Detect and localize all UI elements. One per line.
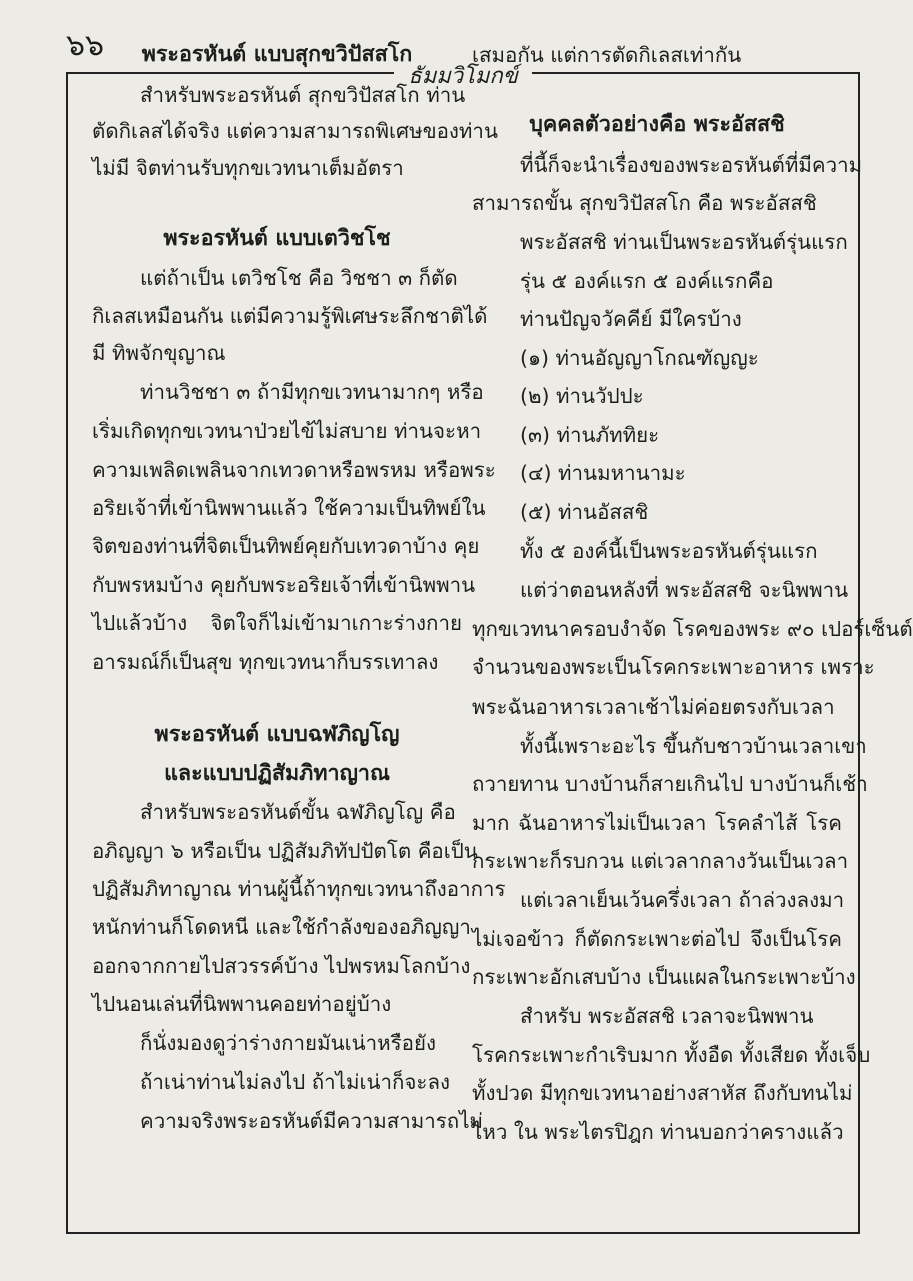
text-line: สามารถขั้น สุกขวิปัสสโก คือ พระอัสสชิ [472,191,817,215]
page-number: ๖๖ [66,28,105,63]
text-line: ไหว ใน พระไตรปิฎก ท่านบอกว่าครางแล้ว [472,1120,844,1144]
text-line: (๓) ท่านภัททิยะ [520,423,660,447]
text-line: ทุกขเวทนาครอบงำจัด โรคของพระ ๙๐ เปอร์เซ็นต์ [472,617,913,641]
text-line: ความจริงพระอรหันต์มีความสามารถไม่ [140,1109,484,1133]
text-line: บุคคลตัวอย่างคือ พระอัสสชิ [529,112,785,137]
text-line: ทั้ง ๕ องค์นี้เป็นพระอรหันต์รุ่นแรก [520,539,818,563]
text-line: ไม่เจอข้าว ก็ตัดกระเพาะต่อไป จึงเป็นโรค [472,927,842,951]
text-line: ทั้งนี้เพราะอะไร ขึ้นกับชาวบ้านเวลาเขา [520,734,867,758]
text-line: กระเพาะอักเสบบ้าง เป็นแผลในกระเพาะบ้าง [472,965,856,989]
text-line: แต่ว่าตอนหลังที่ พระอัสสชิ จะนิพพาน [520,578,849,602]
text-line: อริยเจ้าที่เข้านิพพานแล้ว ใช้ความเป็นทิพย์ใน [92,496,486,520]
text-line: มาก ฉันอาหารไม่เป็นเวลา โรคลำไส้ โรค [472,811,842,835]
text-line: สำหรับพระอรหันต์ สุกขวิปัสสโก ท่าน [140,83,466,107]
text-line: จำนวนของพระเป็นโรคกระเพาะอาหาร เพราะ [472,655,875,679]
text-line: พระอรหันต์ แบบเตวิชโช [163,226,391,251]
text-line: สำหรับพระอรหันต์ขั้น ฉฬภิญโญ คือ [140,800,456,824]
text-line: ที่นี้ก็จะนำเรื่องของพระอรหันต์ที่มีความ [520,153,863,177]
text-line: ความเพลิดเพลินจากเทวดาหรือพรหม หรือพระ [92,458,496,482]
text-line: ทั้งปวด มีทุกขเวทนาอย่างสาหัส ถึงกับทนไม่ [472,1081,853,1105]
text-line: พระฉันอาหารเวลาเช้าไม่ค่อยตรงกับเวลา [472,695,835,719]
text-line: พระอรหันต์ แบบสุกขวิปัสสโก [141,42,413,67]
text-line: รุ่น ๕ องค์แรก ๕ องค์แรกคือ [520,269,774,293]
text-line: โรคกระเพาะกำเริบมาก ทั้งอืด ทั้งเสียด ทั้งเจ็บ [472,1043,871,1067]
text-line: ท่านวิชชา ๓ ถ้ามีทุกขเวทนามากๆ หรือ [140,380,484,404]
text-line: (๔) ท่านมหานามะ [520,461,686,485]
text-line: ก็นั่งมองดูว่าร่างกายมันเน่าหรือยัง [140,1031,436,1055]
text-line: เริ่มเกิดทุกขเวทนาป่วยไข้ไม่สบาย ท่านจะหา [92,419,482,443]
text-line: กระเพาะก็รบกวน แต่เวลากลางวันเป็นเวลา [472,849,849,873]
header-title: ธัมมวิโมกข์ [394,64,531,89]
text-line: อารมณ์ก็เป็นสุข ทุกขเวทนาก็บรรเทาลง [92,650,439,674]
text-line: ถวายทาน บางบ้านก็สายเกินไป บางบ้านก็เช้า [472,772,868,796]
text-line: แต่เวลาเย็นเว้นครึ่งเวลา ถ้าล่วงลงมา [520,888,845,912]
text-line: พระอรหันต์ แบบฉฬภิญโญ [154,722,400,747]
text-line: มี ทิพจักขุญาณ [92,341,226,365]
text-line: และแบบปฏิสัมภิทาญาณ [164,761,390,786]
text-line: (๑) ท่านอัญญาโกณฑัญญะ [520,346,759,370]
text-line: กับพรหมบ้าง คุยกับพระอริยเจ้าที่เข้านิพพาน [92,573,476,597]
text-line: (๕) ท่านอัสสชิ [520,500,649,524]
text-line: แต่ถ้าเป็น เตวิชโช คือ วิชชา ๓ ก็ตัด [140,266,458,290]
text-line: ท่านปัญจวัคคีย์ มีใครบ้าง [520,307,742,331]
text-line: สำหรับ พระอัสสชิ เวลาจะนิพพาน [520,1004,814,1028]
text-line: พระอัสสชิ ท่านเป็นพระอรหันต์รุ่นแรก [520,230,848,254]
text-line: อภิญญา ๖ หรือเป็น ปฏิสัมภิทัปปัตโต คือเป็น [92,839,478,863]
text-line: กิเลสเหมือนกัน แต่มีความรู้พิเศษระลึกชาติได้ [92,304,488,328]
text-line: (๒) ท่านวัปปะ [520,384,644,408]
text-line: หนักท่านก็โดดหนี และใช้กำลังของอภิญญา [92,915,471,939]
text-line: เสมอกัน แต่การตัดกิเลสเท่ากัน [472,43,742,67]
text-line: จิตของท่านที่จิตเป็นทิพย์คุยกับเทวดาบ้าง คุย [92,534,480,558]
text-line: ปฏิสัมภิทาญาณ ท่านผู้นี้ถ้าทุกขเวทนาถึงอาการ [92,877,506,901]
text-line: ตัดกิเลสได้จริง แต่ความสามารถพิเศษของท่าน [92,119,498,143]
text-line: ไปแล้วบ้าง จิตใจก็ไม่เข้ามาเกาะร่างกาย [92,611,462,635]
text-line: ไม่มี จิตท่านรับทุกขเวทนาเต็มอัตรา [92,156,404,180]
text-line: ถ้าเน่าท่านไม่ลงไป ถ้าไม่เน่าก็จะลง [140,1070,451,1094]
text-line: ออกจากกายไปสวรรค์บ้าง ไปพรหมโลกบ้าง [92,954,471,978]
text-line: ไปนอนเล่นที่นิพพานคอยท่าอยู่บ้าง [92,992,392,1016]
